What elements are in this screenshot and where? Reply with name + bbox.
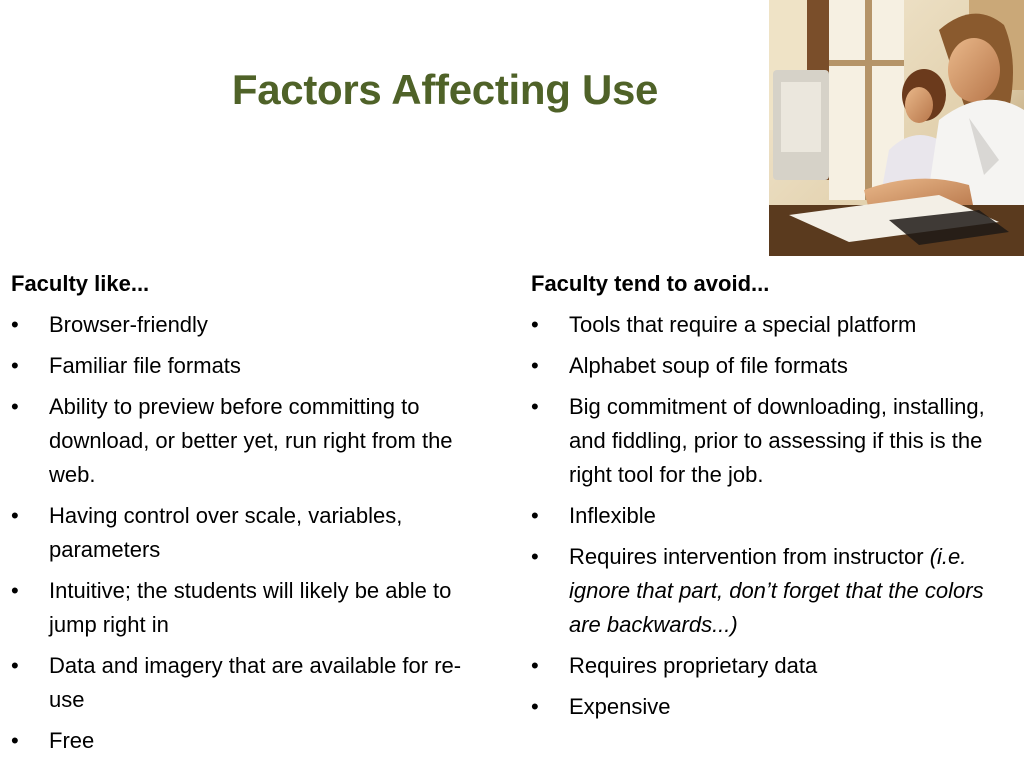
list-item: • Expensive bbox=[531, 690, 1016, 724]
bullet-icon: • bbox=[531, 653, 539, 678]
list-item: • Big commitment of downloading, installing, and fiddling, prior to assessing if this is the right tool for the job. bbox=[531, 390, 1016, 492]
bullet-icon: • bbox=[531, 544, 539, 569]
bullet-icon: • bbox=[11, 353, 19, 378]
list-item: • Alphabet soup of file formats bbox=[531, 349, 1016, 383]
faculty-like-heading: Faculty like... bbox=[11, 271, 150, 296]
list-item: • Intuitive; the students will likely be able to jump right in bbox=[11, 574, 481, 642]
bullet-icon: • bbox=[11, 578, 19, 603]
list-item: • Ability to preview before committing to download, or better yet, run right from the web. bbox=[11, 390, 481, 492]
faculty-avoid-list bbox=[531, 308, 1016, 724]
bullet-icon: • bbox=[531, 312, 539, 337]
bullet-icon: • bbox=[531, 394, 539, 419]
list-item: • Data and imagery that are available for re-use bbox=[11, 649, 481, 717]
list-item: • Browser-friendly bbox=[11, 308, 481, 342]
bullet-icon: • bbox=[11, 653, 19, 678]
faculty-avoid-heading: Faculty tend to avoid... bbox=[531, 271, 770, 296]
list-item: • Having control over scale, variables, parameters bbox=[11, 499, 481, 567]
list-item: • Tools that require a special platform bbox=[531, 308, 1016, 342]
students-photo bbox=[769, 0, 1024, 256]
bullet-icon: • bbox=[531, 353, 539, 378]
bullet-icon: • bbox=[11, 394, 19, 419]
bullet-icon: • bbox=[11, 728, 19, 753]
bullet-icon: • bbox=[11, 312, 19, 337]
slide-title: Factors Affecting Use bbox=[231, 66, 659, 113]
bullet-icon: • bbox=[531, 694, 539, 719]
bullet-icon: • bbox=[531, 503, 539, 528]
list-item: • Free bbox=[11, 724, 481, 758]
list-item: • Inflexible bbox=[531, 499, 1016, 533]
faculty-like-list bbox=[11, 308, 481, 758]
faculty-like-column bbox=[11, 268, 481, 765]
intervention-note: (i.e. ignore that part, don’t forget that the colors are backwards...) bbox=[569, 544, 984, 637]
bullet-icon: • bbox=[11, 503, 19, 528]
list-item: • Familiar file formats bbox=[11, 349, 481, 383]
faculty-avoid-column bbox=[531, 268, 1016, 731]
list-item: • Requires proprietary data bbox=[531, 649, 1016, 683]
list-item: • Requires intervention from instructor (i.e. ignore that part, don’t forget that the colors are backwards...) bbox=[531, 540, 1016, 642]
